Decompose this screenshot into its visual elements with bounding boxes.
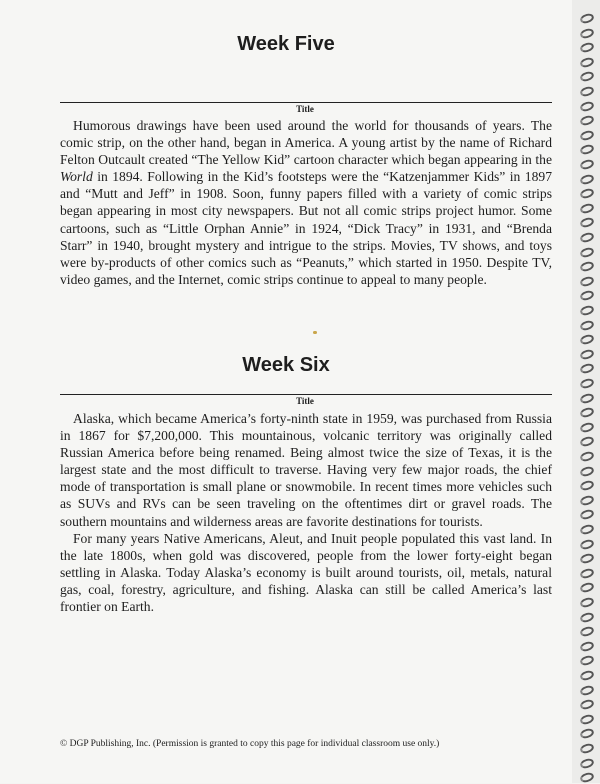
spiral-coil xyxy=(579,85,595,98)
spiral-coil xyxy=(579,246,595,259)
spiral-coil xyxy=(579,450,595,463)
spiral-coil xyxy=(579,757,595,770)
spiral-coil xyxy=(579,611,595,624)
spiral-coil xyxy=(579,202,595,215)
spiral-coil xyxy=(579,727,595,740)
spiral-coil xyxy=(579,538,595,551)
spiral-coil xyxy=(579,523,595,536)
spiral-coil xyxy=(579,567,595,580)
spiral-coil xyxy=(579,684,595,697)
spiral-coil xyxy=(579,640,595,653)
spiral-coil xyxy=(579,114,595,127)
title-line xyxy=(60,394,552,395)
spiral-coil xyxy=(579,669,595,682)
spiral-coil xyxy=(579,348,595,361)
week-six-heading: Week Six xyxy=(242,354,330,376)
spiral-coil xyxy=(579,187,595,200)
title-label: Title xyxy=(296,104,314,114)
spiral-coil xyxy=(579,216,595,229)
spiral-coil xyxy=(579,231,595,244)
spiral-coil xyxy=(579,41,595,54)
spiral-coil xyxy=(579,435,595,448)
spiral-coil xyxy=(579,494,595,507)
spiral-coil xyxy=(579,260,595,273)
spiral-coil xyxy=(579,56,595,69)
spiral-coil xyxy=(579,698,595,711)
paragraph: For many years Native Americans, Aleut, and Inuit people populated this vast land. In the late 1800s, when gold was discovered, people from the lower forty-eight began settling in Alaska. Today Alaska’s economy is built around tourists, oil, metals, natural gas, coal, forestry, agriculture, and fishing. Alaska can still be called America’s last frontier on Earth. xyxy=(60,530,552,615)
week-five-passage xyxy=(60,117,552,288)
spiral-coil xyxy=(579,406,595,419)
paragraph: Alaska, which became America’s forty-ninth state in 1959, was purchased from Russia in 1867 for $7,200,000. This mountainous, volcanic territory was originally called Russian America before being renamed. Being almost twice the size of Texas, it is the largest state and the most difficult to traverse. Having very few major roads, the chief mode of transportation is small plane or snowmobile. In recent times more vehicles such as SUVs and RVs can be seen traveling on the oftentimes dirt or gravel roads. The southern mountains and wilderness areas are favorite destinations for tourists. xyxy=(60,411,552,529)
spiral-coil xyxy=(579,100,595,113)
spiral-coil xyxy=(579,392,595,405)
spiral-coil xyxy=(579,421,595,434)
spiral-coil xyxy=(579,289,595,302)
spiral-coil xyxy=(579,508,595,521)
paragraph: Humorous drawings have been used around the world for thousands of years. The comic strip, on the other hand, began in America. A young artist by the name of Richard Felton Outcault created “The Yellow Kid” cartoon character which began appearing in the World in 1894. Following in the Kid’s footsteps were the “Katzenjammer Kids” in 1897 and “Mutt and Jeff” in 1908. Soon, funny papers filled with a variety of comic strips began appearing in most city newspapers. But not all comic strips project humor. Some cartoons, such as “Little Orphan Annie” in 1924, “Dick Tracy” in 1931, and “Brenda Starr” in 1940, brought mystery and intrigue to the strips. Movies, TV shows, and toys were by-products of other comics such as “Peanuts,” which started in 1950. Despite TV, video games, and the Internet, comic strips continue to appeal to many people. xyxy=(60,118,552,287)
spiral-coil xyxy=(579,173,595,186)
spiral-coil xyxy=(579,362,595,375)
title-line xyxy=(60,102,552,103)
spiral-coil xyxy=(579,581,595,594)
copyright-footer: © DGP Publishing, Inc. (Permission is granted to copy this page for individual classroom use only.) xyxy=(60,739,440,749)
spiral-coil xyxy=(579,377,595,390)
spiral-coil xyxy=(579,70,595,83)
spiral-coil xyxy=(579,319,595,332)
spiral-coil xyxy=(579,625,595,638)
spiral-coil xyxy=(579,465,595,478)
spiral-binding xyxy=(572,0,600,783)
spiral-coil xyxy=(579,158,595,171)
spiral-coil xyxy=(579,713,595,726)
week-five-heading: Week Five xyxy=(237,33,335,55)
speck xyxy=(313,331,317,334)
spiral-coil xyxy=(579,654,595,667)
spiral-coil xyxy=(579,552,595,565)
spiral-coil xyxy=(579,742,595,755)
spiral-coil xyxy=(579,143,595,156)
spiral-coil xyxy=(579,333,595,346)
spiral-coil xyxy=(579,12,595,25)
spiral-coil xyxy=(579,304,595,317)
spiral-coil xyxy=(579,479,595,492)
spiral-coil xyxy=(579,771,595,784)
spiral-coil xyxy=(579,596,595,609)
week-six-passage xyxy=(60,410,552,615)
spiral-coil xyxy=(579,129,595,142)
title-label: Title xyxy=(296,396,314,406)
spiral-coil xyxy=(579,275,595,288)
spiral-coil xyxy=(579,27,595,40)
